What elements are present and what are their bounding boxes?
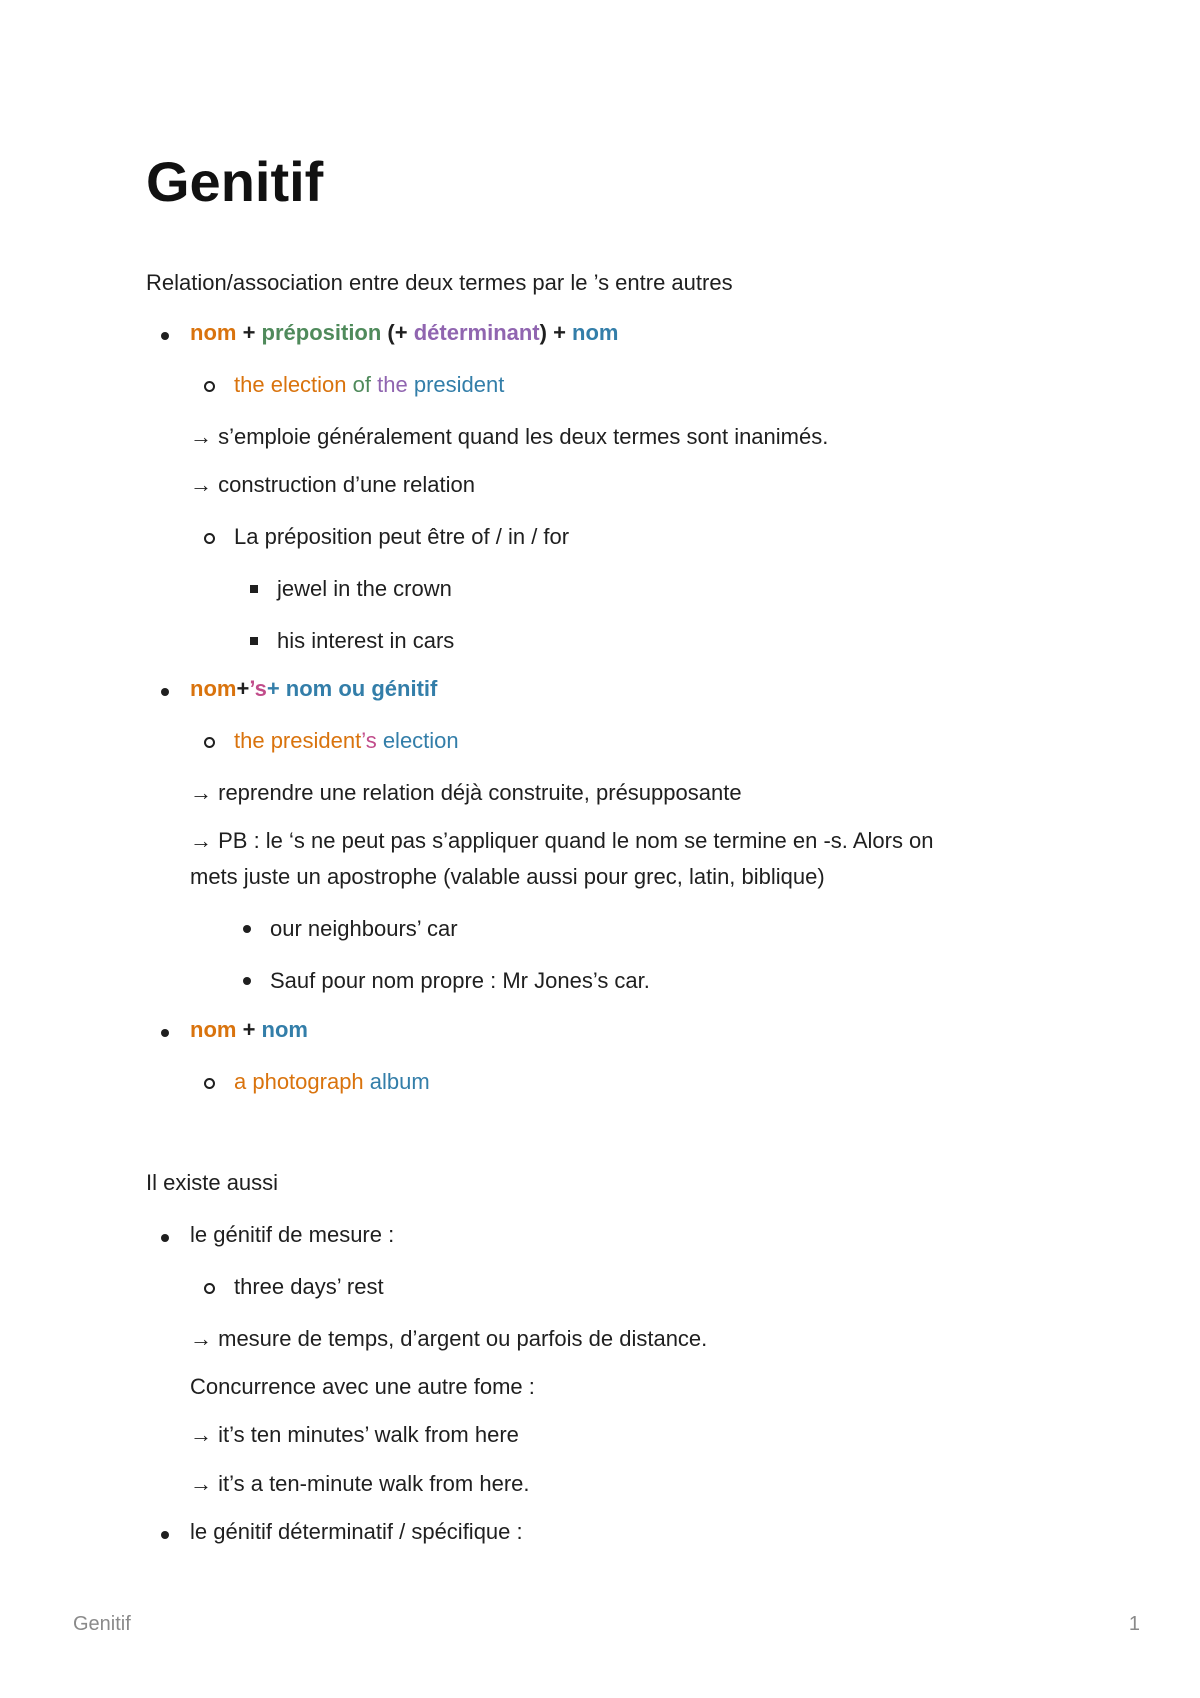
term-nom: nom — [190, 676, 237, 701]
bullet-square — [250, 637, 258, 645]
example-word: the — [234, 372, 271, 397]
example-ten-minute-walk: → it’s a ten-minute walk from here. — [190, 1471, 530, 1496]
example-word: the — [377, 372, 414, 397]
page-title: Genitif — [146, 150, 324, 213]
note-inanimes: → s’emploie généralement quand les deux termes sont inanimés. — [190, 424, 829, 449]
example-presidents-election — [234, 726, 459, 756]
example-word: of — [346, 372, 378, 397]
term-preposition: préposition — [261, 320, 382, 345]
example-word: ’s — [361, 728, 377, 753]
example-interest: his interest in cars — [277, 628, 455, 653]
example-word: a photograph — [234, 1069, 364, 1094]
bullet-circle — [204, 1283, 215, 1294]
example-word: president — [413, 372, 505, 397]
genitif-de-mesure-label: le génitif de mesure : — [190, 1222, 395, 1247]
example-word: election — [270, 372, 347, 397]
example-mr-jones: Sauf pour nom propre : Mr Jones’s car. — [270, 968, 650, 993]
term-paren-open: (+ — [381, 320, 414, 345]
example-neighbours: our neighbours’ car — [270, 916, 458, 941]
rule-nom-nom — [190, 1015, 308, 1045]
bullet-disc — [243, 925, 251, 933]
bullet-disc — [161, 1234, 169, 1242]
bullet-square — [250, 585, 258, 593]
intro-text: Relation/association entre deux termes par le ’s entre autres — [146, 270, 733, 295]
term-nom-2: nom — [261, 1017, 308, 1042]
note-construction: → construction d’une relation — [190, 472, 475, 497]
example-word: election — [376, 728, 459, 753]
note-mesure: → mesure de temps, d’argent ou parfois de distance. — [190, 1326, 708, 1351]
term-nom-ou-genitif: + nom ou génitif — [266, 676, 438, 701]
note-presupposante: → reprendre une relation déjà construite, présupposante — [190, 780, 742, 805]
footer-title: Genitif — [73, 1613, 131, 1635]
term-nom: nom — [190, 320, 237, 345]
bullet-disc — [161, 332, 169, 340]
example-three-days: three days’ rest — [234, 1274, 384, 1299]
bullet-disc — [161, 1029, 169, 1037]
term-plus: + — [236, 320, 262, 345]
term-paren-close: ) + — [539, 320, 573, 345]
example-word: the president — [234, 728, 362, 753]
bullet-disc — [161, 1531, 169, 1539]
term-plus: + — [236, 676, 250, 701]
rule-nom-preposition-nom — [190, 318, 619, 348]
preposition-options: La préposition peut être of / in / for — [234, 524, 570, 549]
term-determinant: déterminant — [413, 320, 540, 345]
bullet-circle — [204, 737, 215, 748]
term-nom: nom — [190, 1017, 237, 1042]
term-plus: + — [236, 1017, 262, 1042]
note-pb-line-2: mets juste un apostrophe (valable aussi pour grec, latin, biblique) — [190, 864, 825, 889]
bullet-circle — [204, 533, 215, 544]
example-election-of-president — [234, 370, 504, 400]
rule-nom-s-nom — [190, 674, 437, 704]
example-jewel: jewel in the crown — [277, 576, 452, 601]
bullet-circle — [204, 1078, 215, 1089]
page-number: 1 — [1128, 1613, 1140, 1635]
term-nom-2: nom — [572, 320, 619, 345]
note-concurrence: Concurrence avec une autre fome : — [190, 1374, 535, 1399]
example-ten-minutes: → it’s ten minutes’ walk from here — [190, 1422, 519, 1447]
genitif-determinatif-label: le génitif déterminatif / spécifique : — [190, 1519, 523, 1544]
example-word: album — [363, 1069, 430, 1094]
bullet-disc — [161, 688, 169, 696]
example-photograph-album — [234, 1067, 430, 1097]
bullet-disc — [243, 977, 251, 985]
note-pb-line-1: → PB : le ‘s ne peut pas s’appliquer quand le nom se termine en -s. Alors on — [190, 828, 934, 853]
il-existe-aussi: Il existe aussi — [146, 1170, 279, 1195]
term-apostrophe-s: ’s — [249, 676, 267, 701]
bullet-circle — [204, 381, 215, 392]
